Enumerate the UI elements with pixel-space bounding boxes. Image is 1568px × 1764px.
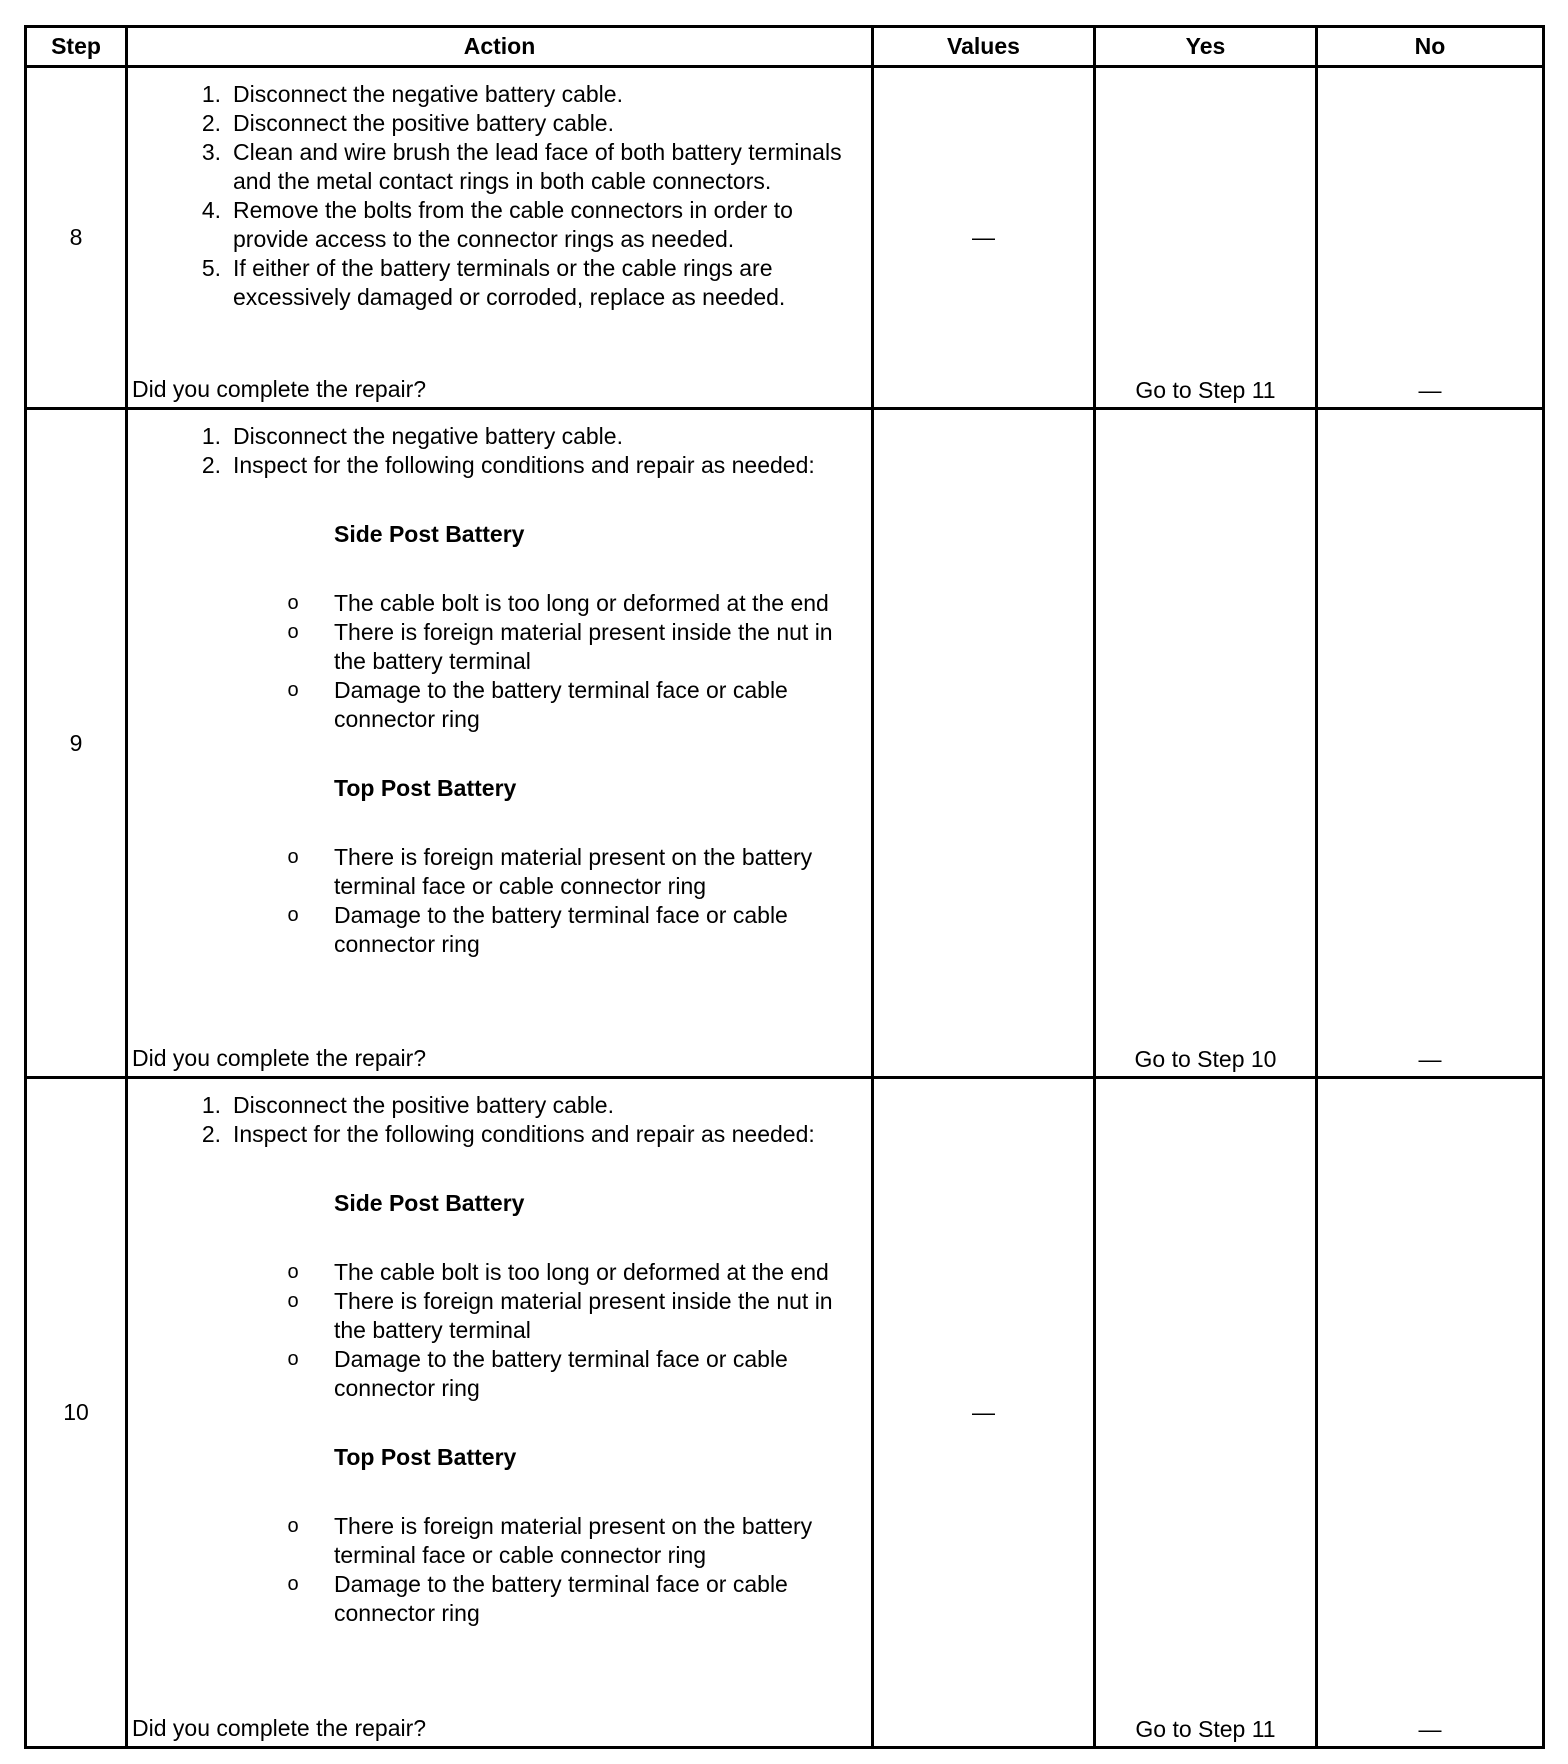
- step-number: 8: [26, 67, 127, 409]
- list-item: [128, 138, 871, 196]
- side-post-heading: Side Post Battery: [334, 1190, 525, 1216]
- top-post-heading: Top Post Battery: [334, 1444, 517, 1470]
- item-number: 4.: [201, 197, 221, 223]
- list-item: [128, 1258, 871, 1287]
- no-cell: [1317, 409, 1544, 1078]
- item-text: Inspect for the following conditions and repair as needed:: [233, 1121, 815, 1147]
- values-cell: —: [873, 1078, 1095, 1748]
- item-text: There is foreign material present inside the nut in the battery terminal: [334, 1288, 833, 1343]
- bullet-icon: o: [287, 846, 299, 868]
- list-item: [128, 254, 871, 312]
- table-row: [26, 1078, 1544, 1748]
- values-cell: [873, 409, 1095, 1078]
- header-step: Step: [26, 27, 127, 67]
- question-text: Did you complete the repair?: [132, 1045, 427, 1071]
- list-item: [128, 589, 871, 618]
- diagnostic-table: [24, 25, 1545, 1749]
- item-number: 1.: [201, 1092, 221, 1118]
- item-text: Damage to the battery terminal face or cable connector ring: [334, 1346, 788, 1401]
- item-text: The cable bolt is too long or deformed at the end: [334, 590, 829, 616]
- bullet-icon: o: [287, 1573, 299, 1595]
- bullet-icon: o: [287, 679, 299, 701]
- item-text: Disconnect the negative battery cable.: [233, 81, 623, 107]
- list-item: [128, 1345, 871, 1403]
- list-item: [128, 676, 871, 734]
- list-item: [128, 843, 871, 901]
- item-text: Damage to the battery terminal face or cable connector ring: [334, 1571, 788, 1626]
- question-text: Did you complete the repair?: [132, 1715, 427, 1741]
- yes-cell: [1095, 67, 1317, 409]
- bullet-icon: o: [287, 1515, 299, 1537]
- list-item: [128, 451, 871, 480]
- item-text: Damage to the battery terminal face or cable connector ring: [334, 677, 788, 732]
- item-text: Disconnect the negative battery cable.: [233, 423, 623, 449]
- no-text: —: [1418, 377, 1442, 403]
- item-text: Inspect for the following conditions and repair as needed:: [233, 452, 815, 478]
- bullet-icon: o: [287, 1290, 299, 1312]
- item-text: The cable bolt is too long or deformed at the end: [334, 1259, 829, 1285]
- bullet-icon: o: [287, 592, 299, 614]
- item-number: 5.: [201, 255, 221, 281]
- item-text: If either of the battery terminals or the cable rings are excessively damaged or corroded, replace as needed.: [233, 255, 786, 310]
- item-text: Clean and wire brush the lead face of both battery terminals and the metal contact rings in both cable connectors.: [233, 139, 842, 194]
- bullet-icon: o: [287, 621, 299, 643]
- no-cell: [1317, 67, 1544, 409]
- bullet-icon: o: [287, 904, 299, 926]
- no-text: —: [1418, 1716, 1442, 1742]
- item-text: There is foreign material present on the battery terminal face or cable connector ring: [334, 844, 813, 899]
- item-number: 2.: [201, 110, 221, 136]
- header-yes: Yes: [1095, 27, 1317, 67]
- list-item: [128, 1091, 871, 1120]
- question-text: Did you complete the repair?: [132, 376, 427, 402]
- values-cell: —: [873, 67, 1095, 409]
- item-number: 1.: [201, 423, 221, 449]
- list-item: [128, 196, 871, 254]
- yes-cell: [1095, 1078, 1317, 1748]
- step-number: 10: [26, 1078, 127, 1748]
- list-item: [128, 901, 871, 959]
- list-item: [128, 1512, 871, 1570]
- item-text: There is foreign material present on the battery terminal face or cable connector ring: [334, 1513, 813, 1568]
- item-number: 1.: [201, 81, 221, 107]
- header-values: Values: [873, 27, 1095, 67]
- item-number: 2.: [201, 452, 221, 478]
- action-cell: [127, 67, 873, 409]
- item-text: Disconnect the positive battery cable.: [233, 110, 614, 136]
- yes-text: Go to Step 11: [1135, 1716, 1276, 1742]
- list-item: [128, 1287, 871, 1345]
- list-item: [128, 109, 871, 138]
- yes-text: Go to Step 10: [1134, 1046, 1277, 1072]
- table-row: [26, 409, 1544, 1078]
- item-number: 3.: [201, 139, 221, 165]
- step-number: 9: [26, 409, 127, 1078]
- item-text: Remove the bolts from the cable connectors in order to provide access to the connector rings as needed.: [233, 197, 793, 252]
- top-post-heading: Top Post Battery: [334, 775, 517, 801]
- item-number: 2.: [201, 1121, 221, 1147]
- bullet-icon: o: [287, 1348, 299, 1370]
- list-item: [128, 80, 871, 109]
- action-cell: [127, 1078, 873, 1748]
- side-post-heading: Side Post Battery: [334, 521, 525, 547]
- item-text: Damage to the battery terminal face or cable connector ring: [334, 902, 788, 957]
- no-cell: [1317, 1078, 1544, 1748]
- action-cell: [127, 409, 873, 1078]
- list-item: [128, 618, 871, 676]
- yes-cell: [1095, 409, 1317, 1078]
- bullet-icon: o: [287, 1261, 299, 1283]
- item-text: Disconnect the positive battery cable.: [233, 1092, 614, 1118]
- header-row: [26, 27, 1544, 67]
- list-item: [128, 1570, 871, 1628]
- no-text: —: [1418, 1046, 1442, 1072]
- yes-text: Go to Step 11: [1135, 377, 1276, 403]
- table-row: [26, 67, 1544, 409]
- list-item: [128, 1120, 871, 1149]
- header-action: Action: [127, 27, 873, 67]
- header-no: No: [1317, 27, 1544, 67]
- item-text: There is foreign material present inside the nut in the battery terminal: [334, 619, 833, 674]
- list-item: [128, 422, 871, 451]
